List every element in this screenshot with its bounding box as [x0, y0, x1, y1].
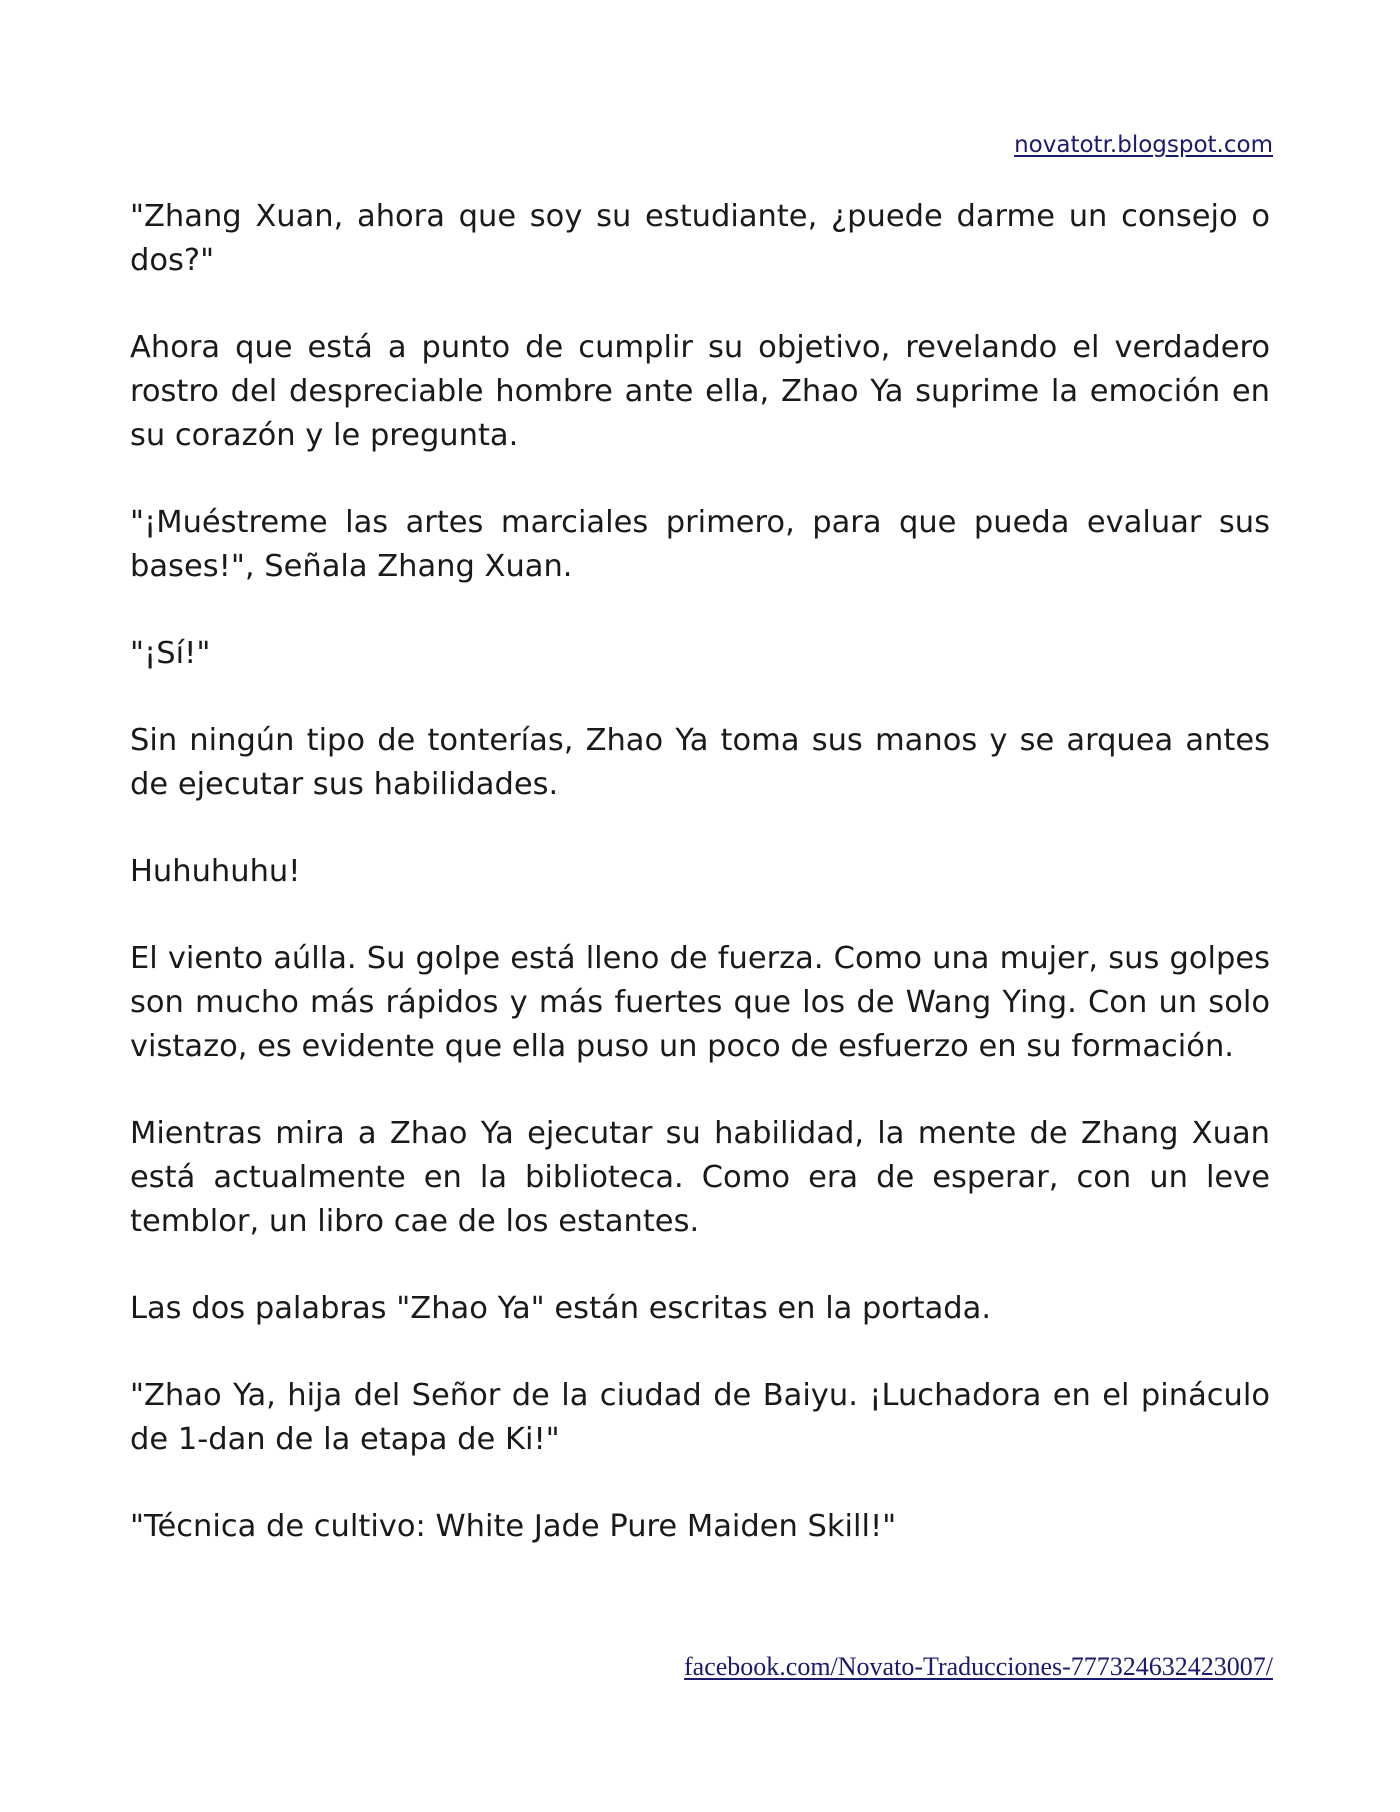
header-blog-link[interactable]: novatotr.blogspot.com — [1014, 132, 1273, 158]
paragraph: Las dos palabras "Zhao Ya" están escritas en la portada. — [130, 1291, 992, 1326]
paragraph: Huhuhuhu! — [130, 854, 301, 889]
document-body — [130, 195, 1270, 1592]
paragraph: "Zhao Ya, hija del Señor de la ciudad de Baiyu. ¡Luchadora en el pináculo de 1-dan de la etapa de Ki!" — [130, 1378, 1270, 1457]
paragraph: "Técnica de cultivo: White Jade Pure Maiden Skill!" — [130, 1509, 897, 1544]
paragraph: "¡Sí!" — [130, 636, 211, 671]
paragraph: "Zhang Xuan, ahora que soy su estudiante, ¿puede darme un consejo o dos?" — [130, 199, 1270, 278]
paragraph: Mientras mira a Zhao Ya ejecutar su habilidad, la mente de Zhang Xuan está actualmente en la biblioteca. Como era de esperar, con un leve temblor, un libro cae de los estantes. — [130, 1116, 1270, 1239]
paragraph: Sin ningún tipo de tonterías, Zhao Ya toma sus manos y se arquea antes de ejecutar sus habilidades. — [130, 723, 1270, 802]
paragraph: "¡Muéstreme las artes marciales primero, para que pueda evaluar sus bases!", Señala Zhang Xuan. — [130, 505, 1270, 584]
paragraph: El viento aúlla. Su golpe está lleno de fuerza. Como una mujer, sus golpes son mucho más rápidos y más fuertes que los de Wang Ying. Con un solo vistazo, es evidente que ella puso un poco de esfuerzo en su formación. — [130, 941, 1270, 1064]
paragraph: Ahora que está a punto de cumplir su objetivo, revelando el verdadero rostro del despreciable hombre ante ella, Zhao Ya suprime la emoción en su corazón y le pregunta. — [130, 330, 1270, 453]
footer-facebook-link[interactable]: facebook.com/Novato-Traducciones-777324632423007/ — [684, 1652, 1273, 1681]
